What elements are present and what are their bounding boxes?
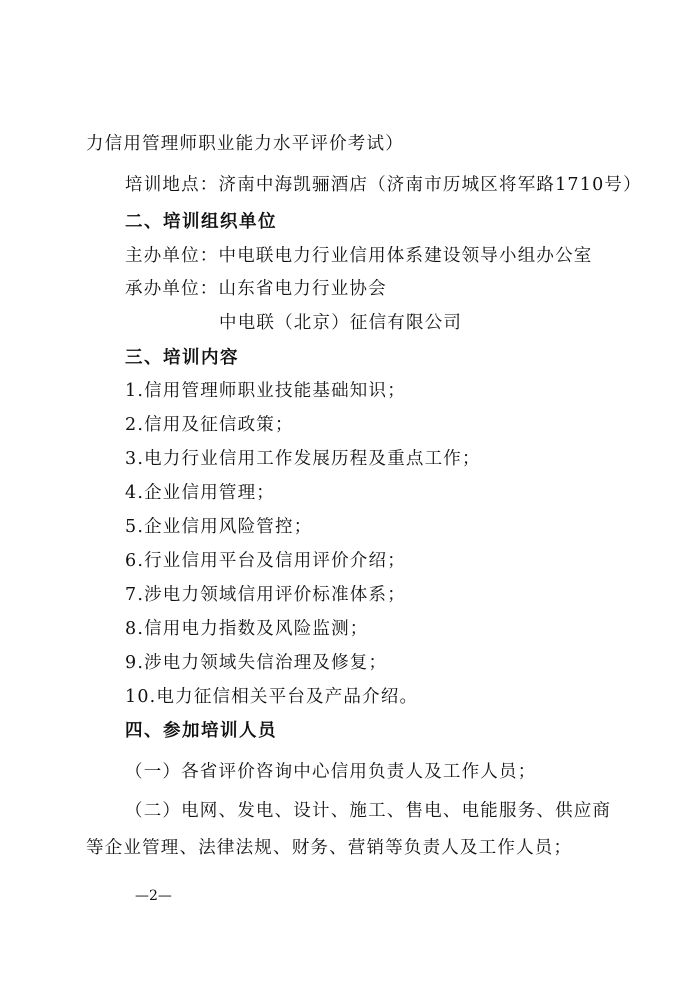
content-item-9: 9.涉电力领域失信治理及修复；	[125, 653, 388, 673]
content-item-10: 10.电力征信相关平台及产品介绍。	[125, 687, 419, 707]
content-item-5: 5.企业信用风险管控；	[125, 517, 313, 537]
content-item-1: 1.信用管理师职业技能基础知识；	[125, 381, 406, 401]
content-item-7: 7.涉电力领域信用评价标准体系；	[125, 585, 406, 605]
section-heading-organizers: 二、培训组织单位	[125, 212, 277, 232]
training-location: 培训地点：济南中海凯骊酒店（济南市历城区将军路1710号）	[125, 175, 642, 195]
continuation-line: 力信用管理师职业能力水平评价考试）	[86, 134, 404, 154]
participant-item-1: （一）各省评价咨询中心信用负责人及工作人员；	[125, 762, 537, 782]
section-heading-content: 三、培训内容	[125, 348, 239, 368]
content-item-6: 6.行业信用平台及信用评价介绍；	[125, 551, 406, 571]
organizer-unit-second: 中电联（北京）征信有限公司	[219, 313, 463, 333]
content-item-4: 4.企业信用管理；	[125, 483, 275, 503]
content-item-8: 8.信用电力指数及风险监测；	[125, 619, 369, 639]
section-heading-participants: 四、参加培训人员	[125, 721, 277, 741]
page-number: —2—	[135, 888, 172, 904]
host-unit: 主办单位：中电联电力行业信用体系建设领导小组办公室	[125, 246, 593, 266]
participant-item-2-line-2: 等企业管理、法律法规、财务、营销等负责人及工作人员；	[86, 838, 573, 858]
participant-item-2-line-1: （二）电网、发电、设计、施工、售电、电能服务、供应商	[125, 801, 612, 821]
content-item-2: 2.信用及征信政策；	[125, 415, 294, 435]
organizer-unit: 承办单位：山东省电力行业协会	[125, 279, 387, 299]
content-item-3: 3.电力行业信用工作发展历程及重点工作；	[125, 449, 481, 469]
